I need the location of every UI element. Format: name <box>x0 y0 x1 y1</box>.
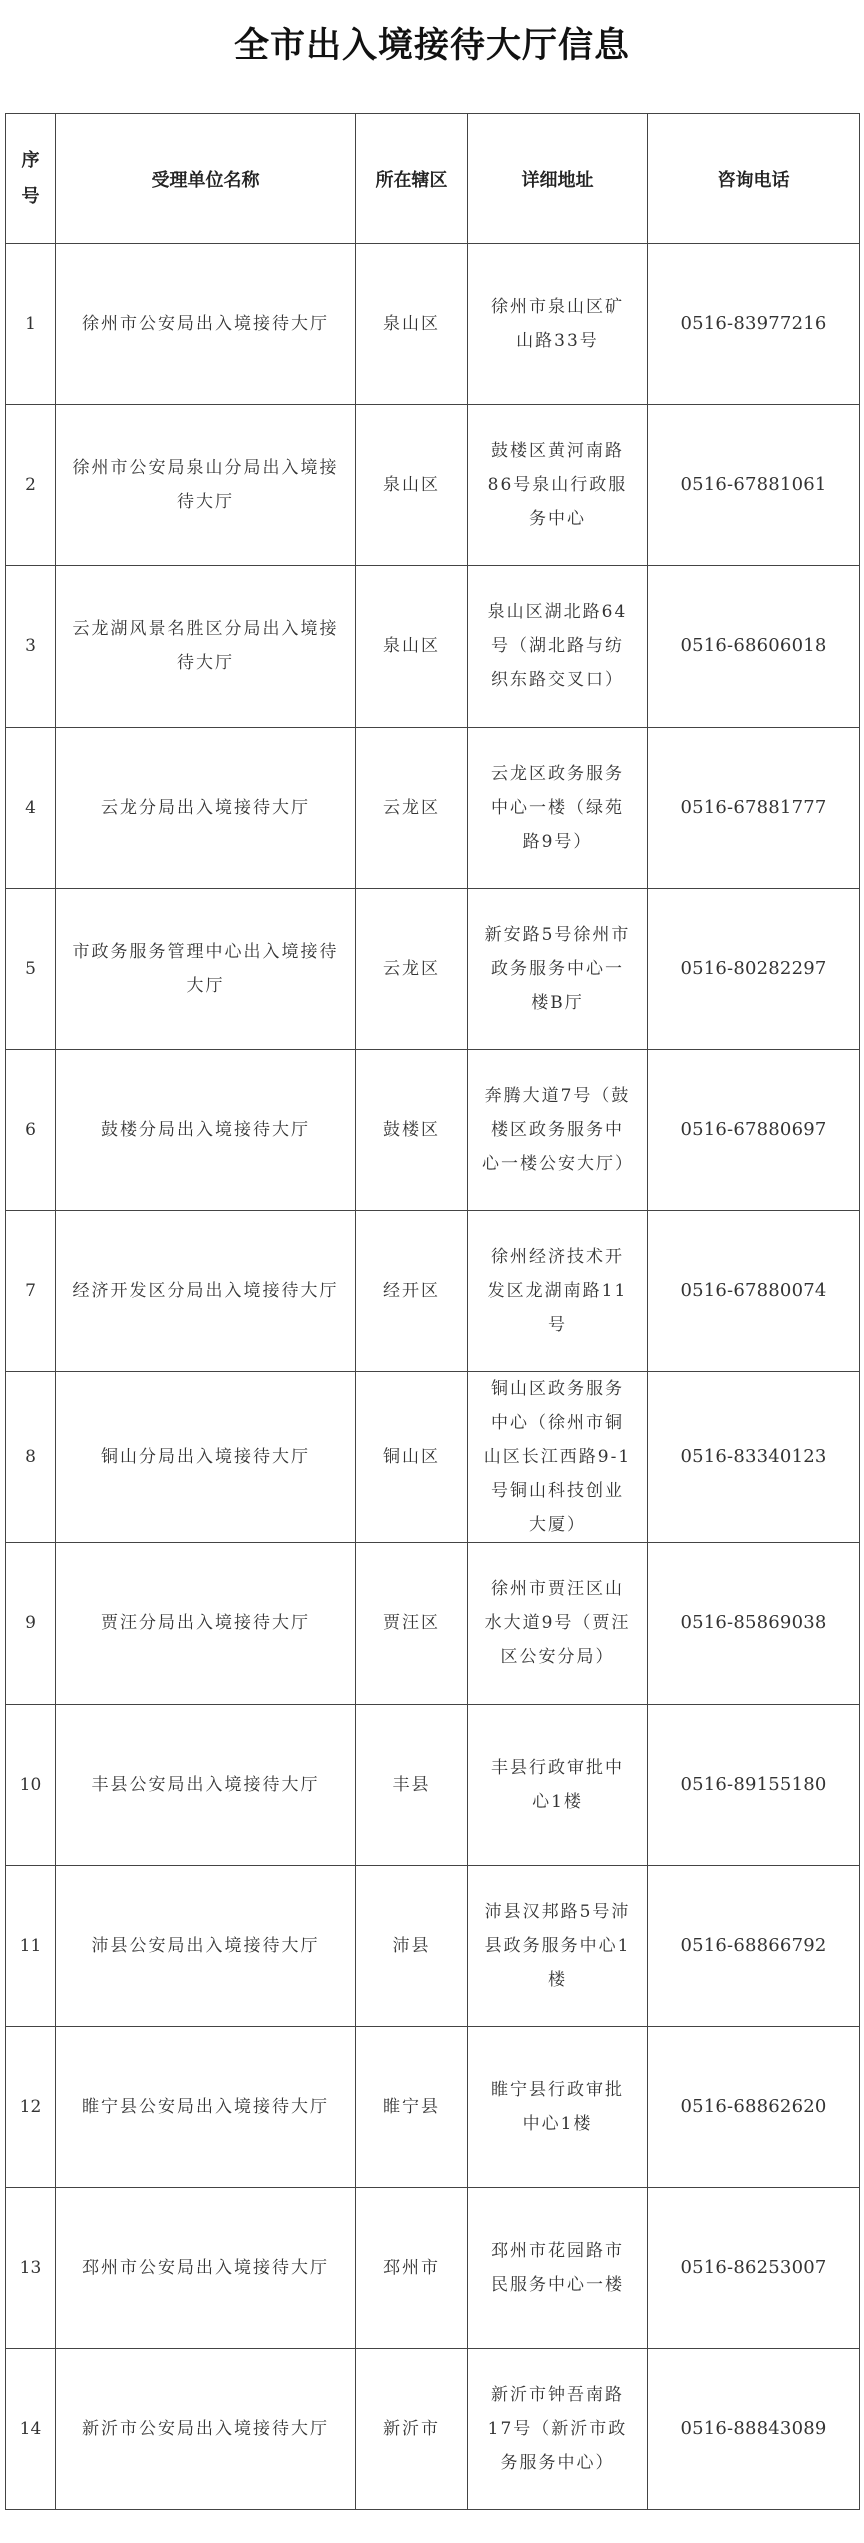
district-cell: 泉山区 <box>356 244 468 405</box>
unit-name-cell: 沛县公安局出入境接待大厅 <box>56 1865 356 2026</box>
row-number: 11 <box>6 1865 56 2026</box>
header-seq <box>6 114 56 244</box>
address-cell: 云龙区政务服务中心一楼（绿苑路9号） <box>468 727 648 888</box>
district-cell: 云龙区 <box>356 888 468 1049</box>
phone-cell: 0516-86253007 <box>648 2188 860 2349</box>
row-number: 1 <box>6 244 56 405</box>
table-row <box>6 566 860 727</box>
address-cell: 泉山区湖北路64号（湖北路与纺织东路交叉口） <box>468 566 648 727</box>
header-seq-label: 序 号 <box>21 149 40 207</box>
unit-name-cell: 铜山分局出入境接待大厅 <box>56 1372 356 1543</box>
header-row <box>6 114 860 244</box>
district-cell: 丰县 <box>356 1704 468 1865</box>
district-cell: 鼓楼区 <box>356 1049 468 1210</box>
address-cell: 睢宁县行政审批中心1楼 <box>468 2026 648 2187</box>
district-cell: 经开区 <box>356 1211 468 1372</box>
address-cell: 新沂市钟吾南路17号（新沂市政务服务中心） <box>468 2349 648 2510</box>
phone-cell: 0516-67881061 <box>648 405 860 566</box>
phone-cell: 0516-68866792 <box>648 1865 860 2026</box>
row-number: 12 <box>6 2026 56 2187</box>
row-number: 9 <box>6 1543 56 1704</box>
row-number: 10 <box>6 1704 56 1865</box>
unit-name-cell: 徐州市公安局出入境接待大厅 <box>56 244 356 405</box>
phone-cell: 0516-83340123 <box>648 1372 860 1543</box>
unit-name-cell: 新沂市公安局出入境接待大厅 <box>56 2349 356 2510</box>
unit-name-cell: 云龙分局出入境接待大厅 <box>56 727 356 888</box>
header-address: 详细地址 <box>468 114 648 244</box>
phone-cell: 0516-67880697 <box>648 1049 860 1210</box>
page-title: 全市出入境接待大厅信息 <box>233 26 630 66</box>
address-cell: 奔腾大道7号（鼓楼区政务服务中心一楼公安大厅） <box>468 1049 648 1210</box>
header-phone: 咨询电话 <box>648 114 860 244</box>
phone-cell: 0516-68862620 <box>648 2026 860 2187</box>
phone-cell: 0516-89155180 <box>648 1704 860 1865</box>
district-cell: 新沂市 <box>356 2349 468 2510</box>
unit-name-cell: 徐州市公安局泉山分局出入境接待大厅 <box>56 405 356 566</box>
address-cell: 沛县汉邦路5号沛县政务服务中心1楼 <box>468 1865 648 2026</box>
unit-name-cell: 市政务服务管理中心出入境接待大厅 <box>56 888 356 1049</box>
row-number: 13 <box>6 2188 56 2349</box>
district-cell: 沛县 <box>356 1865 468 2026</box>
phone-cell: 0516-67880074 <box>648 1211 860 1372</box>
unit-name-cell: 鼓楼分局出入境接待大厅 <box>56 1049 356 1210</box>
phone-cell: 0516-85869038 <box>648 1543 860 1704</box>
table-row <box>6 2188 860 2349</box>
unit-name-cell: 睢宁县公安局出入境接待大厅 <box>56 2026 356 2187</box>
phone-cell: 0516-67881777 <box>648 727 860 888</box>
district-cell: 贾汪区 <box>356 1543 468 1704</box>
table-row <box>6 1211 860 1372</box>
table-row <box>6 888 860 1049</box>
table-row <box>6 1865 860 2026</box>
row-number: 2 <box>6 405 56 566</box>
district-cell: 铜山区 <box>356 1372 468 1543</box>
table-row <box>6 1049 860 1210</box>
row-number: 7 <box>6 1211 56 1372</box>
row-number: 3 <box>6 566 56 727</box>
address-cell: 鼓楼区黄河南路86号泉山行政服务中心 <box>468 405 648 566</box>
address-cell: 徐州经济技术开发区龙湖南路11号 <box>468 1211 648 1372</box>
address-cell: 铜山区政务服务中心（徐州市铜山区长江西路9-1号铜山科技创业大厦） <box>468 1372 648 1543</box>
row-number: 14 <box>6 2349 56 2510</box>
row-number: 4 <box>6 727 56 888</box>
address-cell: 徐州市贾汪区山水大道9号（贾汪区公安分局） <box>468 1543 648 1704</box>
unit-name-cell: 云龙湖风景名胜区分局出入境接待大厅 <box>56 566 356 727</box>
row-number: 8 <box>6 1372 56 1543</box>
table-row <box>6 244 860 405</box>
unit-name-cell: 丰县公安局出入境接待大厅 <box>56 1704 356 1865</box>
phone-cell: 0516-88843089 <box>648 2349 860 2510</box>
header-district: 所在辖区 <box>356 114 468 244</box>
unit-name-cell: 贾汪分局出入境接待大厅 <box>56 1543 356 1704</box>
district-cell: 云龙区 <box>356 727 468 888</box>
phone-cell: 0516-83977216 <box>648 244 860 405</box>
phone-cell: 0516-80282297 <box>648 888 860 1049</box>
district-cell: 邳州市 <box>356 2188 468 2349</box>
district-cell: 睢宁县 <box>356 2026 468 2187</box>
table-row <box>6 1543 860 1704</box>
reception-hall-table <box>5 113 860 2510</box>
address-cell: 丰县行政审批中心1楼 <box>468 1704 648 1865</box>
table-row <box>6 1372 860 1543</box>
district-cell: 泉山区 <box>356 405 468 566</box>
unit-name-cell: 邳州市公安局出入境接待大厅 <box>56 2188 356 2349</box>
unit-name-cell: 经济开发区分局出入境接待大厅 <box>56 1211 356 1372</box>
row-number: 5 <box>6 888 56 1049</box>
header-unit: 受理单位名称 <box>56 114 356 244</box>
table-row <box>6 2026 860 2187</box>
table-row <box>6 2349 860 2510</box>
table-row <box>6 405 860 566</box>
district-cell: 泉山区 <box>356 566 468 727</box>
table-row <box>6 727 860 888</box>
phone-cell: 0516-68606018 <box>648 566 860 727</box>
table-row <box>6 1704 860 1865</box>
address-cell: 邳州市花园路市民服务中心一楼 <box>468 2188 648 2349</box>
address-cell: 徐州市泉山区矿山路33号 <box>468 244 648 405</box>
address-cell: 新安路5号徐州市政务服务中心一楼B厅 <box>468 888 648 1049</box>
row-number: 6 <box>6 1049 56 1210</box>
